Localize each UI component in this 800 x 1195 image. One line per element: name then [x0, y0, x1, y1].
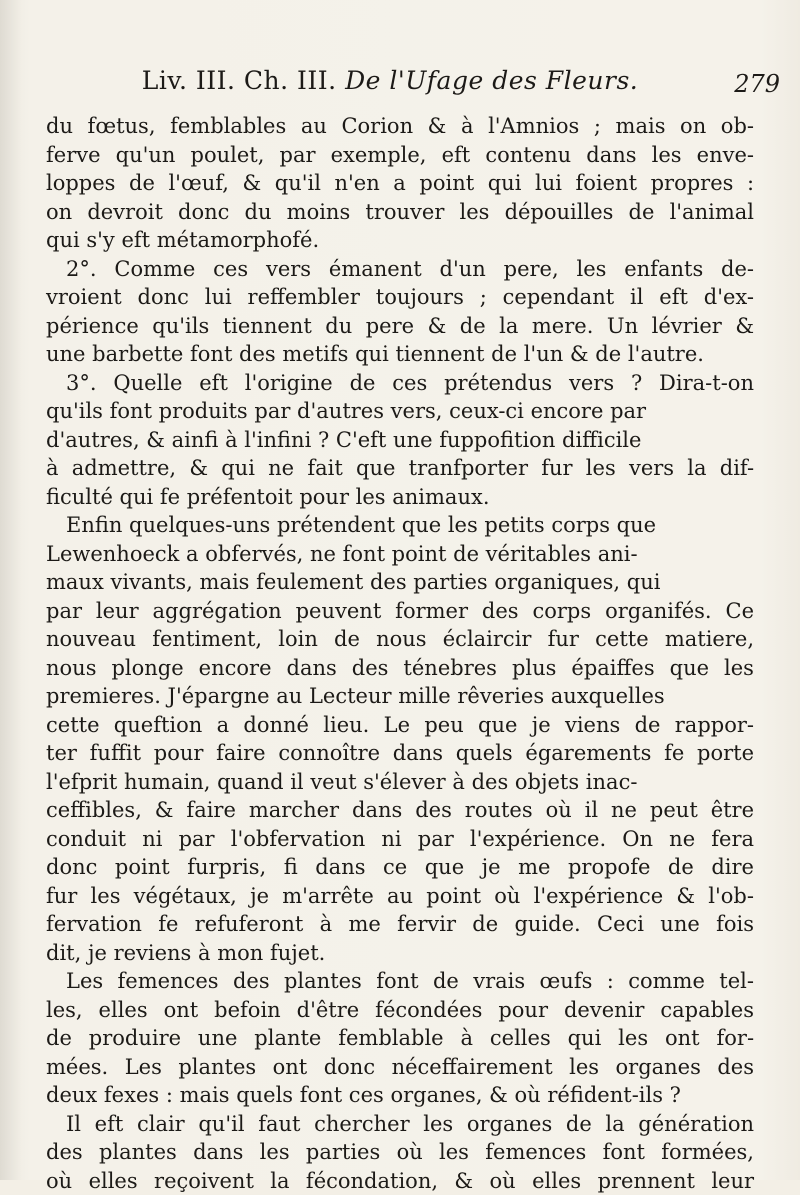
running-head-title: De l'Ufage des Fleurs. [345, 66, 638, 95]
text-line: nous plonge encore dans des ténebres plus épaiffes que les [46, 654, 786, 683]
text-line: qu'ils font produits par d'autres vers, ceux-ci encore par [46, 397, 786, 426]
text-line: conduit ni par l'obfervation ni par l'expérience. On ne fera [46, 825, 786, 854]
text-line: de produire une plante femblable à celles qui les ont for- [46, 1024, 786, 1053]
page-header [40, 66, 780, 106]
text-line: cette queftion a donné lieu. Le peu que je viens de rappor- [46, 711, 786, 740]
text-line: 2°. Comme ces vers émanent d'un pere, les enfants de- [46, 255, 786, 284]
text-line: l'efprit humain, quand il veut s'élever à des objets inac- [46, 768, 786, 797]
text-line: Il eft clair qu'il faut chercher les organes de la génération [46, 1110, 786, 1139]
text-line: vroient donc lui reffembler toujours ; cependant il eft d'ex- [46, 283, 786, 312]
running-head-chapter: Liv. III. Ch. III. [142, 66, 345, 95]
gutter-shadow [0, 0, 22, 1180]
text-line: du fœtus, femblables au Corion & à l'Amnios ; mais on ob- [46, 112, 786, 141]
text-line: où elles reçoivent la fécondation, & où elles prennent leur [46, 1167, 786, 1195]
text-line: Enfin quelques-uns prétendent que les petits corps que [46, 511, 786, 540]
text-line: les, elles ont befoin d'être fécondées pour devenir capables [46, 996, 786, 1025]
text-line: maux vivants, mais feulement des parties organiques, qui [46, 568, 786, 597]
text-line: une barbette font des metifs qui tiennent de l'un & de l'autre. [46, 340, 786, 369]
text-line: par leur aggrégation peuvent former des corps organifés. Ce [46, 597, 786, 626]
text-line: périence qu'ils tiennent du pere & de la mere. Un lévrier & [46, 312, 786, 341]
text-line: nouveau fentiment, loin de nous éclaircir fur cette matiere, [46, 625, 786, 654]
page-number: 279 [734, 70, 780, 98]
text-line: premieres. J'épargne au Lecteur mille rêveries auxquelles [46, 682, 786, 711]
text-line: ferve qu'un poulet, par exemple, eft contenu dans les enve- [46, 141, 786, 170]
text-line: à admettre, & qui ne fait que tranfporter fur les vers la dif- [46, 454, 786, 483]
text-line: fur les végétaux, je m'arrête au point où l'expérience & l'ob- [46, 882, 786, 911]
text-line: deux fexes : mais quels font ces organes, & où réfident-ils ? [46, 1081, 786, 1110]
text-line: dit, je reviens à mon fujet. [46, 939, 786, 968]
text-line: des plantes dans les parties où les femences font formées, [46, 1138, 786, 1167]
text-line: donc point furpris, fi dans ce que je me propofe de dire [46, 853, 786, 882]
text-line: qui s'y eft métamorphofé. [46, 226, 786, 255]
text-line: ceffibles, & faire marcher dans des routes où il ne peut être [46, 796, 786, 825]
text-line: Les femences des plantes font de vrais œufs : comme tel- [46, 967, 786, 996]
text-line: Lewenhoeck a obfervés, ne font point de véritables ani- [46, 540, 786, 569]
text-line: fervation fe refuferont à me fervir de guide. Ceci une fois [46, 910, 786, 939]
running-head [40, 66, 740, 95]
body-text [46, 112, 786, 1195]
text-line: loppes de l'œuf, & qu'il n'en a point qui lui foient propres : [46, 169, 786, 198]
text-line: on devroit donc du moins trouver les dépouilles de l'animal [46, 198, 786, 227]
text-line: mées. Les plantes ont donc néceffairement les organes des [46, 1053, 786, 1082]
text-line: d'autres, & ainfi à l'infini ? C'eft une fuppofition difficile [46, 426, 786, 455]
text-line: 3°. Quelle eft l'origine de ces prétendus vers ? Dira-t-on [46, 369, 786, 398]
text-line: ficulté qui fe préfentoit pour les animaux. [46, 483, 786, 512]
text-line: ter fuffit pour faire connoître dans quels égarements fe porte [46, 739, 786, 768]
